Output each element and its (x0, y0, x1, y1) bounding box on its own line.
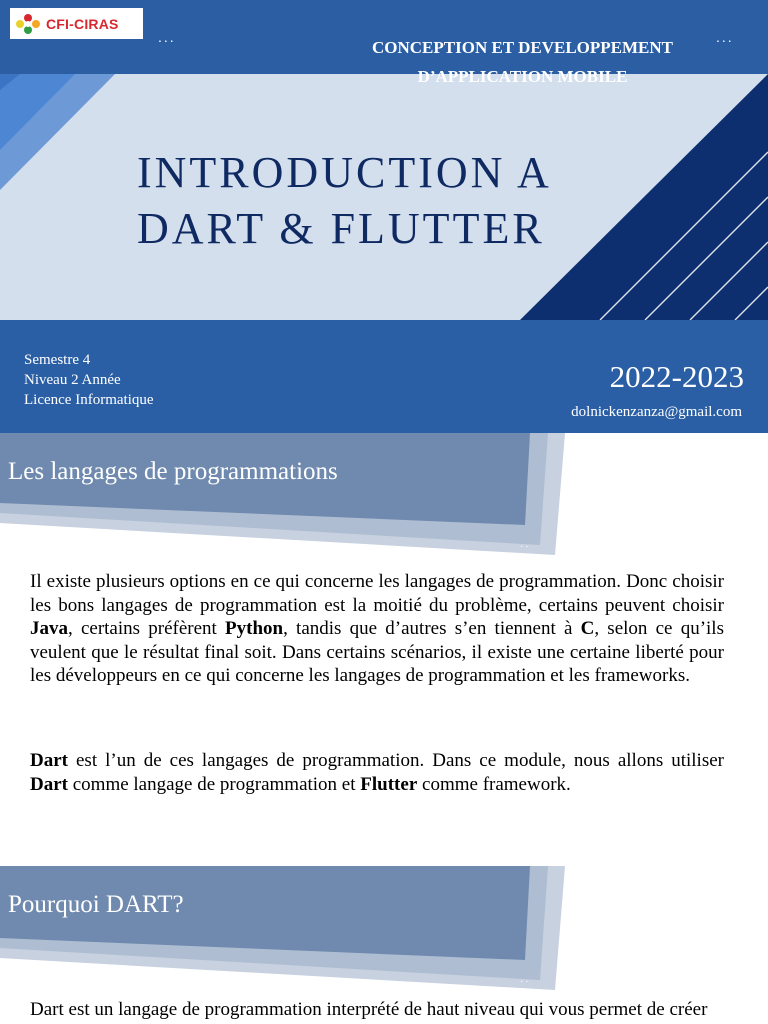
emphasis-text: C (580, 618, 595, 639)
emphasis-text: Python (225, 618, 284, 639)
decor-dots-right: ... (716, 29, 734, 45)
emphasis-text: Flutter (360, 773, 418, 795)
info-level: Niveau 2 Année (24, 372, 121, 388)
title-line1: INTRODUCTION A (137, 148, 552, 197)
logo-text: CFI-CIRAS (46, 15, 119, 32)
info-program: Licence Informatique (24, 392, 154, 408)
text-run: est l’un de ces langages de programmation. Dans ce module, nous allons utiliser (67, 750, 724, 771)
text-run: , tandis que d’autres s’en tiennent à (283, 618, 581, 639)
info-semester: Semestre 4 (24, 352, 91, 368)
section-1-paragraph-2 (30, 749, 724, 796)
section-2-paragraph-1 (30, 998, 724, 1022)
course-name-line2 (300, 62, 745, 74)
title-line2: DART & FLUTTER (137, 204, 545, 253)
emphasis-text: Java (30, 618, 68, 639)
section-1-title: Les langages de programmations (8, 458, 338, 485)
course-name-line1: CONCEPTION ET DEVELOPPEMENT (371, 38, 673, 57)
course-info (24, 350, 154, 410)
document-title (137, 145, 552, 257)
text-run: Dart est un langage de programmation interprété de haut niveau qui vous permet de créer (30, 999, 708, 1020)
text-run: , selon ce qu’ils veulent que le résultat final soit. Dans certains scénarios, il existe une certaine liberté pour les développeurs en ce qui concerne les langages de programmation et les frameworks. (30, 618, 724, 686)
section-1-dots: ·· (520, 542, 531, 553)
text-run: , certains préfèrent (68, 618, 226, 639)
author-email: dolnickenzanza@gmail.com (571, 404, 742, 420)
text-run: comme langage de programmation et (67, 773, 361, 795)
section-2-banner (0, 866, 768, 990)
academic-year: 2022-2023 (609, 359, 744, 394)
emphasis-text: Dart (30, 750, 68, 771)
logo-flower-icon (14, 13, 42, 35)
section-2-dots: ·· (520, 977, 531, 988)
logo (10, 8, 143, 39)
course-name (300, 33, 745, 74)
emphasis-text: Dart (30, 773, 68, 795)
text-run: Il existe plusieurs options en ce qui concerne les langages de programmation. Donc choisir les bons langages de programmation est la moitié du problème, certains peuvent choisir (30, 571, 724, 616)
section-1-paragraph-1 (30, 570, 724, 688)
section-2-title: Pourquoi DART? (8, 891, 184, 918)
decor-dots-left: ... (158, 29, 176, 45)
section-1-banner (0, 433, 768, 555)
text-run: comme framework. (417, 773, 571, 795)
